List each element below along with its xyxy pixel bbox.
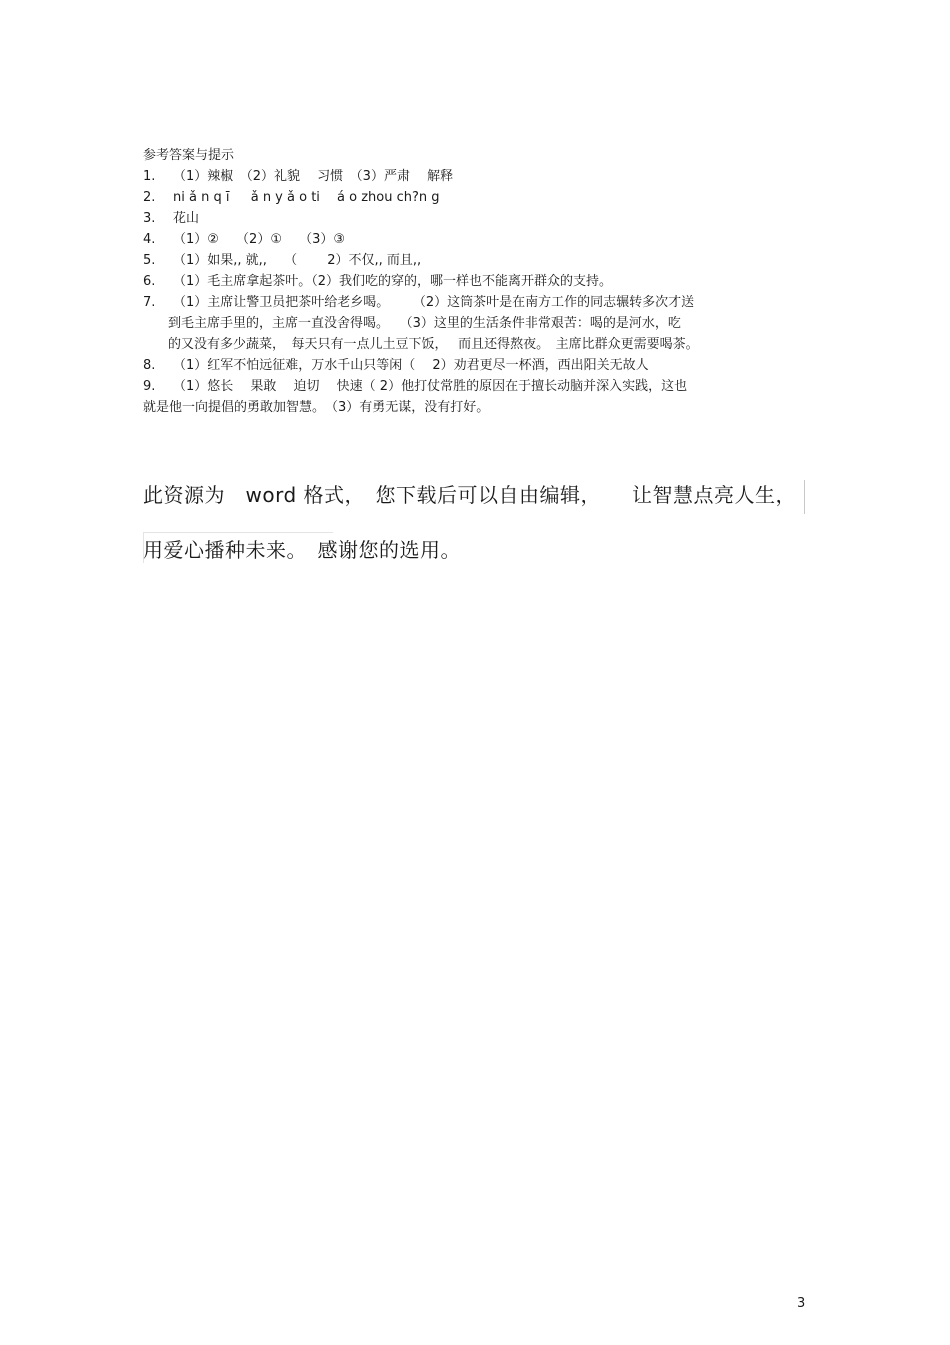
section-title: 参考答案与提示 (143, 148, 235, 163)
item-number: 1. (143, 169, 156, 184)
answer-item-2 (143, 187, 823, 208)
answer-item-9 (143, 376, 823, 418)
answer-item-8 (143, 355, 823, 376)
answer-item-5 (143, 250, 823, 271)
answer-item-3 (143, 208, 823, 229)
divider (143, 532, 333, 533)
item-text: ni ǎ n q ī ǎ n y ǎ o ti á o zhou ch?n g (173, 190, 440, 205)
answer-section (143, 145, 823, 418)
page-number: 3 (797, 1296, 806, 1311)
item-text: 到毛主席手里的，主席一直没舍得喝。 （3）这里的生活条件非常艰苦：喝的是河水，吃 (168, 316, 681, 331)
item-text: （1）辣椒 （2）礼貌 习惯 （3）严肃 解释 (173, 169, 454, 184)
item-text: （1）如果,, 就,, （ 2）不仅,, 而且,, (173, 253, 422, 268)
item-number: 7. (143, 295, 156, 310)
notice-line-1: 此资源为 word 格式， 您下载后可以自由编辑， 让智慧点亮人生， (143, 483, 797, 507)
item-number: 9. (143, 379, 156, 394)
item-number: 2. (143, 190, 156, 205)
answer-item-4 (143, 229, 823, 250)
item-text: （1）毛主席拿起茶叶。（2）我们吃的穿的，哪一样也不能离开群众的支持。 (173, 274, 613, 289)
answer-item-6 (143, 271, 823, 292)
item-text: （1）红军不怕远征难，万水千山只等闲（ 2）劝君更尽一杯酒，西出阳关无故人 (173, 358, 649, 373)
item-number: 5. (143, 253, 156, 268)
notice-line-2: 用爱心播种未来。 感谢您的选用。 (143, 538, 461, 562)
item-number: 6. (143, 274, 156, 289)
item-number: 4. (143, 232, 156, 247)
answer-item-1 (143, 166, 823, 187)
divider (804, 480, 805, 514)
answer-item-7 (143, 292, 823, 355)
item-text: （1）② （2）① （3）③ (173, 232, 346, 247)
item-text: 的又没有多少蔬菜， 每天只有一点儿土豆下饭， 而且还得熬夜。 主席比群众更需要喝茶。 (168, 337, 699, 352)
resource-notice (143, 482, 808, 562)
item-text: （1）悠长 果敢 迫切 快速（ 2）他打仗常胜的原因在于擅长动脑并深入实践，这也 (173, 379, 688, 394)
item-number: 8. (143, 358, 156, 373)
item-text: 花山 (173, 211, 200, 226)
item-number: 3. (143, 211, 156, 226)
item-text: 就是他一向提倡的勇敢加智慧。 （3）有勇无谋，没有打好。 (143, 400, 490, 415)
item-text: （1）主席让警卫员把茶叶给老乡喝。 （2）这筒茶叶是在南方工作的同志辗转多次才送 (173, 295, 695, 310)
